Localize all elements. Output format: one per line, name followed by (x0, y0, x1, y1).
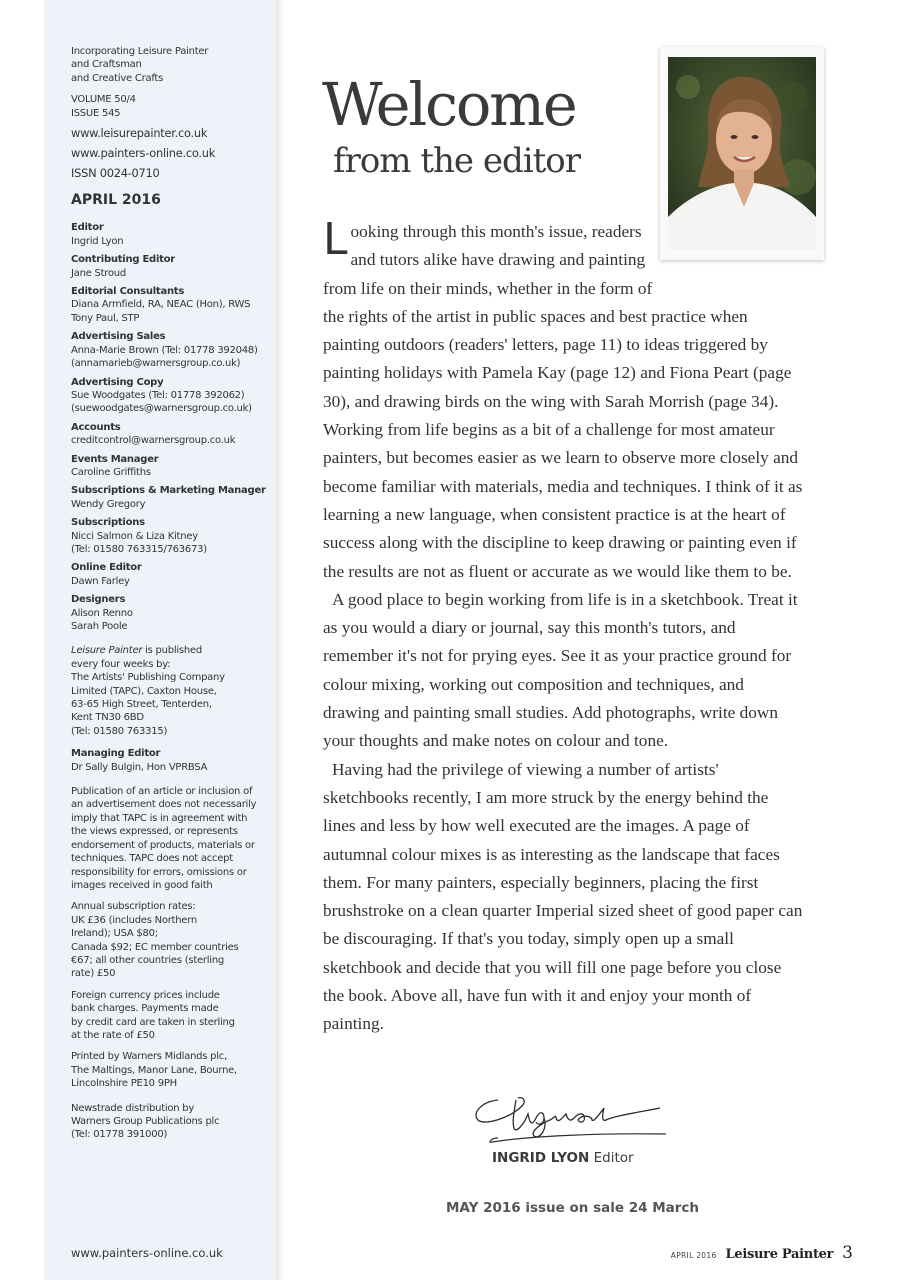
editor-name: INGRID LYON (492, 1150, 590, 1166)
editor-signature (470, 1078, 670, 1148)
drop-cap: L (323, 214, 348, 265)
page-number: 3 (842, 1243, 853, 1263)
staff-item (71, 484, 271, 511)
staff-item (71, 376, 271, 416)
masthead-content (71, 45, 271, 1142)
printer-info: Printed by Warners Midlands plc, The Maltings, Manor Lane, Bourne, Lincolnshire PE10 9PH (71, 1051, 237, 1090)
staff-item (71, 285, 271, 325)
staff-item (71, 516, 271, 556)
editorial-body (323, 214, 803, 1039)
next-issue-note: MAY 2016 issue on sale 24 March (446, 1200, 700, 1216)
subscription-rates: Annual subscription rates: UK £36 (includes Northern Ireland); USA $80; Canada $92; EC member countries €67; all other countries (sterling rate) £50 (71, 901, 239, 980)
staff-role: Designers (71, 594, 126, 606)
staff-role: Editor (71, 222, 104, 234)
url-leisurepainter[interactable]: www.leisurepainter.co.uk (71, 126, 208, 141)
folio-magazine: Leisure Painter (725, 1247, 834, 1262)
issn: ISSN 0024-0710 (71, 166, 160, 181)
paragraph: A good place to begin working from life is in a sketchbook. Treat it as you would a diary or journal, say this month's tutors, and remember it's not for prying eyes. See it as your practice ground for colour mixing, working out composition and techniques, and drawing and painting small studies. Add photographs, write down your thoughts and make notes on colour and tone. (323, 589, 798, 751)
publication-name: Leisure Painter (71, 645, 143, 657)
staff-role: Editorial Consultants (71, 286, 185, 298)
photo-wrap-spacer (653, 218, 803, 278)
staff-list (71, 221, 271, 633)
staff-role: Subscriptions & Marketing Manager (71, 485, 266, 497)
staff-name: Caroline Griffiths (71, 466, 151, 478)
staff-role: Accounts (71, 421, 121, 433)
staff-item (71, 221, 271, 248)
staff-name: creditcontrol@warnersgroup.co.uk (71, 435, 236, 447)
staff-role: Advertising Copy (71, 376, 164, 388)
publisher-info (71, 644, 271, 738)
staff-role: Events Manager (71, 453, 159, 465)
staff-name: Diana Armfield, RA, NEAC (Hon), RWS Tony Paul, STP (71, 299, 251, 324)
paragraph-text: ooking through this month's issue, readers and tutors alike have drawing and painting from life on their minds, whether in the form of the rights of the artist in public spaces and best practice when painting outdoors (readers' letters, page 11) to ideas triggered by painting holidays with Pamela Kay (page 12) and Fiona Peart (page 30), and drawing birds on the wing with Sarah Morrish (page 34). Working from life begins as a bit of a challenge for most amateur painters, but becomes easier as we learn to observe more closely and become familiar with materials, media and techniques. I think of it as learning a new language, when consistent practice is at the heart of success along with the discipline to keep drawing or painting even if the results are not as fluent or accurate as we would like them to be. (323, 222, 803, 581)
managing-editor (71, 747, 271, 774)
staff-name: Anna-Marie Brown (Tel: 01778 392048) (annamarieb@warnersgroup.co.uk) (71, 344, 258, 370)
foreign-currency-note: Foreign currency prices include bank charges. Payments made by credit card are taken in sterling at the rate of £50 (71, 989, 235, 1041)
issue-number: ISSUE 545 (71, 107, 121, 119)
staff-name: Dr Sally Bulgin, Hon VPRBSA (71, 761, 208, 773)
staff-item (71, 453, 271, 480)
page-subtitle: from the editor (333, 141, 580, 181)
incorporating-note: Incorporating Leisure Painter and Craftsman and Creative Crafts (71, 46, 209, 84)
staff-name: Ingrid Lyon (71, 235, 124, 247)
url-painters-online[interactable]: www.painters-online.co.uk (71, 146, 216, 161)
issue-date: APRIL 2016 (71, 192, 161, 209)
staff-item (71, 421, 271, 448)
staff-item (71, 253, 271, 280)
staff-name: Dawn Farley (71, 575, 130, 587)
staff-role: Subscriptions (71, 517, 145, 529)
publisher-details: is published every four weeks by: The Artists' Publishing Company Limited (TAPC), Caxton House, 63-65 High Street, Tenterden, Kent TN30 6BD (Tel: 01580 763315) (71, 645, 225, 737)
newstrade-info: Newstrade distribution by Warners Group Publications plc (Tel: 01778 391000) (71, 1102, 220, 1141)
staff-item (71, 593, 271, 633)
folio-date: APRIL 2016 (670, 1251, 717, 1260)
staff-role: Online Editor (71, 562, 142, 574)
signature-image (470, 1078, 670, 1148)
staff-role: Advertising Sales (71, 331, 166, 343)
editor-role: Editor (593, 1150, 634, 1166)
paragraph: Having had the privilege of viewing a number of artists' sketchbooks recently, I am more struck by the energy behind the lines and less by how well executed are the images. A page of autumnal colour mixes is as interesting as the landscape that faces them. For many painters, especially beginners, placing the first brushstroke on a clean quarter Imperial sized sheet of good paper can be discouraging. If that's you today, simply open up a small sketchbook and decide that you will fill one page before you close the book. Above all, have fun with it and enjoy your month of painting. (323, 759, 803, 1034)
page-folio (671, 1243, 853, 1263)
staff-name: Alison Renno Sarah Poole (71, 607, 133, 632)
disclaimer: Publication of an article or inclusion of an advertisement does not necessarily imply that TAPC is in agreement with the views expressed, or represents endorsement of products, materials or techniques. TAPC does not accept responsibility for errors, omissions or images received in good faith (71, 786, 257, 891)
staff-role: Contributing Editor (71, 254, 175, 266)
staff-name: Wendy Gregory (71, 498, 146, 510)
volume: VOLUME 50/4 (71, 94, 136, 106)
staff-item (71, 561, 271, 588)
signoff (492, 1150, 634, 1166)
volume-info (71, 93, 271, 120)
sidebar-shadow (276, 0, 284, 1280)
page-title: Welcome (322, 70, 576, 139)
staff-role: Managing Editor (71, 748, 161, 760)
footer-url[interactable]: www.painters-online.co.uk (71, 1246, 223, 1260)
staff-item (71, 330, 271, 370)
staff-name: Sue Woodgates (Tel: 01778 392062) (suewoodgates@warnersgroup.co.uk) (71, 389, 252, 415)
staff-name: Nicci Salmon & Liza Kitney (Tel: 01580 763315/763673) (71, 530, 207, 555)
staff-name: Jane Stroud (71, 267, 126, 279)
